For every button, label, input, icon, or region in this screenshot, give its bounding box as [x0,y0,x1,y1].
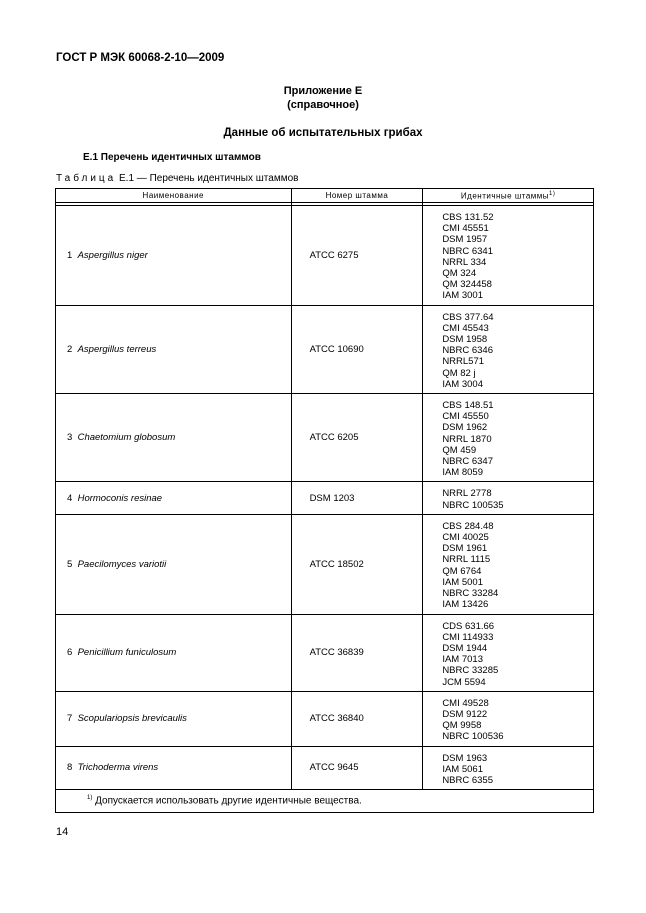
identical-strain: CMI 114933 [442,631,494,643]
identical-strains-cell [423,691,594,746]
row-index: 4 [67,492,73,504]
identical-strain: IAM 3004 [442,378,483,390]
page-number: 14 [56,826,69,838]
identical-strain: QM 459 [442,444,477,456]
table-row [56,206,594,306]
strain-number: ATCC 36839 [291,614,423,691]
identical-strain: CDS 631.66 [442,620,495,632]
appendix-subtitle: (справочное) [287,99,359,111]
row-index: 7 [67,713,73,725]
table-row [56,691,594,746]
strain-number: ATCC 18502 [291,514,423,614]
identical-strain: NRRL 2778 [442,488,492,500]
fungus-name-cell [56,206,292,306]
table-row [56,305,594,393]
identical-strain: QM 82 j [442,367,476,379]
identical-strain: NBRC 6355 [442,774,494,786]
subsection-title: E.1 Перечень идентичных штаммов [83,152,261,163]
strain-number: ATCC 6205 [291,394,423,482]
identical-strain: CMI 49528 [442,697,489,709]
identical-strains-cell [423,482,594,514]
identical-strain: NBRC 33284 [442,588,499,600]
table-header-row [56,189,594,203]
footnote-mark: 1) [87,795,93,802]
identical-strain: CMI 45543 [442,322,489,334]
strains-table [55,188,594,813]
identical-strain: QM 6764 [442,565,482,577]
fungus-name: Trichoderma virens [77,762,159,774]
table-row [56,394,594,482]
identical-strain: CBS 377.64 [442,311,494,323]
strain-number: ATCC 36840 [291,691,423,746]
fungus-name-cell [56,746,292,790]
header-identical-label: Идентичные штаммы [460,191,550,201]
identical-strains-cell [423,206,594,306]
identical-strain: NBRC 6347 [442,456,494,468]
row-index: 1 [67,249,73,261]
identical-strain: IAM 7013 [442,654,483,666]
identical-strain: NRRL 334 [442,256,487,268]
row-index: 8 [67,762,73,774]
identical-strain: CBS 131.52 [442,212,494,223]
fungus-name: Scopulariopsis brevicaulis [77,713,187,725]
strain-number: ATCC 9645 [291,746,423,790]
table-row [56,614,594,691]
identical-strain: IAM 5061 [442,763,483,775]
identical-strain: NBRC 100536 [442,731,504,743]
identical-strain: CBS 284.48 [442,520,494,532]
identical-strain: NBRC 33285 [442,665,499,677]
identical-strain: NBRC 6341 [442,245,494,257]
identical-strain: IAM 13426 [442,599,489,611]
table-row [56,514,594,614]
footnote [56,790,594,813]
table-caption [56,173,298,184]
table-caption-prefix: Таблица [56,173,117,184]
fungus-name-cell [56,514,292,614]
table-row [56,746,594,790]
identical-strain: NRRL 1115 [442,554,491,566]
section-title: Данные об испытательных грибах [223,127,423,139]
standard-header: ГОСТ Р МЭК 60068-2-10—2009 [56,52,225,64]
row-index: 2 [67,343,73,355]
appendix-title: Приложение E [283,85,363,97]
identical-strain: NBRC 6346 [442,345,494,357]
footnote-text: Допускается использовать другие идентичные вещества. [95,795,362,807]
table-caption-text: — Перечень идентичных штаммов [136,173,299,184]
identical-strain: NBRC 100535 [442,499,504,511]
footnote-row [56,790,594,813]
identical-strain: QM 324458 [442,279,492,291]
identical-strains-cell [423,305,594,393]
fungus-name-cell [56,614,292,691]
header-strain: Номер штамма [291,189,423,203]
strain-number: ATCC 10690 [291,305,423,393]
row-index: 6 [67,647,73,659]
table-body [56,206,594,790]
row-index: 5 [67,558,73,570]
identical-strain: DSM 1961 [442,543,488,555]
fungus-name: Penicillium funiculosum [77,647,177,659]
identical-strains-cell [423,614,594,691]
identical-strain: DSM 1958 [442,334,488,346]
fungus-name: Aspergillus niger [77,249,148,261]
identical-strain: CBS 148.51 [442,400,494,412]
identical-strain: IAM 3001 [442,290,483,302]
table-caption-number: E.1 [119,173,135,184]
header-footnote-mark: 1) [549,190,556,197]
fungus-name-cell [56,482,292,514]
identical-strain: CMI 45550 [442,411,489,423]
identical-strain: JCM 5594 [442,676,486,688]
header-identical [423,189,594,203]
identical-strain: IAM 5001 [442,576,483,588]
header-name: Наименование [56,189,292,203]
identical-strain: CMI 40025 [442,532,489,544]
fungus-name-cell [56,394,292,482]
fungus-name: Paecilomyces variotii [77,558,167,570]
strain-number: DSM 1203 [291,482,423,514]
row-index: 3 [67,432,73,444]
table-row [56,482,594,514]
identical-strain: CMI 45551 [442,223,489,235]
identical-strains-cell [423,394,594,482]
fungus-name-cell [56,691,292,746]
identical-strain: DSM 1957 [442,234,488,246]
fungus-name: Hormoconis resinae [77,492,163,504]
strain-number: ATCC 6275 [291,206,423,306]
fungus-name: Chaetomium globosum [77,432,176,444]
identical-strain: DSM 1962 [442,422,488,434]
identical-strain: NRRL571 [442,356,485,368]
identical-strain: QM 9958 [442,720,482,732]
identical-strain: DSM 1963 [442,752,488,764]
identical-strain: IAM 8059 [442,467,483,479]
identical-strain: DSM 9122 [442,708,488,720]
identical-strain: NRRL 1870 [442,433,492,445]
fungus-name-cell [56,305,292,393]
fungus-name: Aspergillus terreus [77,343,157,355]
identical-strains-cell [423,514,594,614]
identical-strain: DSM 1944 [442,642,488,654]
identical-strain: QM 324 [442,268,477,280]
identical-strains-cell [423,746,594,790]
